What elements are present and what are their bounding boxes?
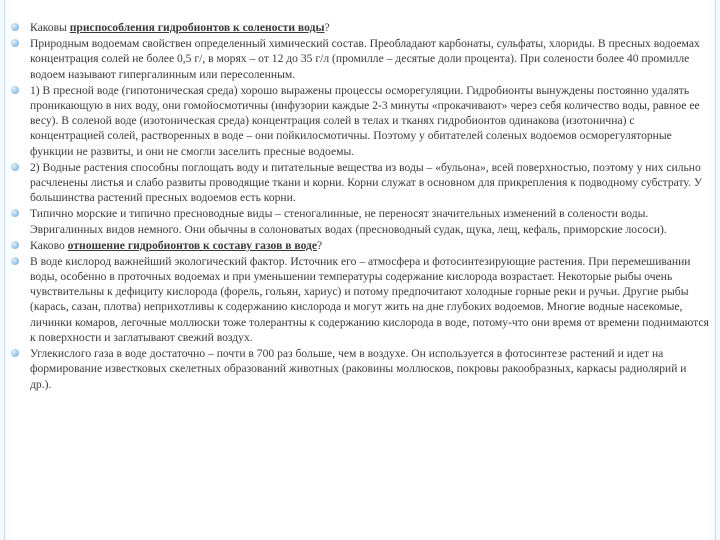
question-topic: приспособления гидробионтов к солености воды — [69, 21, 325, 34]
bullet-circle-icon — [11, 86, 19, 94]
bullet-item-aquatic-plants — [8, 160, 710, 206]
bullet-circle-icon — [11, 349, 19, 357]
bullet-list — [8, 20, 710, 393]
bullet-circle-icon — [11, 23, 19, 31]
question-mark: ? — [324, 21, 330, 34]
bullet-circle-icon — [11, 39, 19, 47]
bullet-item-stenohaline-species — [8, 206, 710, 237]
paragraph-text: 1) В пресной воде (гипотоническая среда) хорошо выражены процессы осморегуляции. Гидробионты вынуждены постоянно удалять проникающую в них воду, они гомойосмотичны (инфузории каждые 2-3 минуты «прокачивают» через себя количество воды, равное ее весу). В соленой воде (изотоническая среда) концентрация солей в телах и тканях гидробионтов одинакова (изотонична) с концентрацией солей, растворенных в воде – они пойкилосмотичны. Поэтому у обитателей соленых водоемов осморегуляторные функции не развиты, и они не смогли заселить пресные водоемы. — [30, 83, 700, 158]
paragraph-text: В воде кислород важнейший экологический фактор. Источник его – атмосфера и фотосинтезирующие растения. При перемешивании воды, особенно в проточных водоемах и при уменьшении температуры содержание кислорода возрастает. Некоторые рыбы очень чувствительны к дефициту кислорода (форель, гольян, хариус) и потому предпочитают холодные горные реки и ручьи. Другие рыбы (карась, сазан, плотва) неприхотливы к содержанию кислорода и могут жить на дне глубоких водоемов. Многие водные насекомые, личинки комаров, легочные моллюски тоже толерантны к содержанию кислорода в воде, потому-что они время от времени поднимаются к поверхности и заглатывают свежий воздух. — [30, 254, 709, 345]
left-border-line — [4, 0, 5, 540]
question-topic: отношение гидробионтов к составу газов в воде — [67, 238, 318, 252]
bullet-item-oxygen — [8, 254, 710, 346]
right-border-line — [715, 0, 716, 540]
question-prefix: Каково — [30, 238, 68, 252]
bullet-circle-icon — [11, 209, 19, 217]
bullet-item-carbon-dioxide — [8, 346, 710, 392]
question-prefix: Каковы — [30, 21, 70, 34]
bullet-item-salinity-overview — [8, 36, 710, 82]
bullet-item-osmoregulation — [8, 83, 710, 159]
bullet-circle-icon — [11, 257, 19, 265]
paragraph-text: Углекислого газа в воде достаточно – почти в 700 раз больше, чем в воздухе. Он используется в фотосинтезе растений и идет на формирование известковых скелетных образований животных (раковины моллюсков, покровы ракообразных, каркасы радиолярий и др.). — [30, 347, 687, 391]
paragraph-text: Природным водоемам свойствен определенный химический состав. Преобладают карбонаты, сульфаты, хлориды. В пресных водоемах концентрация солей не более 0,5 г/, в морях – от 12 до 35 г/л (промилле – десятые доли процента). При солености более 40 промилле водоем называют гипергалинным или пересоленным. — [30, 36, 700, 81]
question-mark: ? — [317, 238, 323, 252]
paragraph-text: 2) Водные растения способны поглощать воду и питательные вещества из воды – «бульона», всей поверхностью, поэтому у них сильно расчленены листья и слабо развиты проводящие ткани и корни. Корни служат в основном для прикрепления к подводному субстрату. У большинства растений пресных водоемов есть корни. — [30, 160, 703, 205]
paragraph-text: Типично морские и типично пресноводные виды – стеногалинные, не переносят значительных изменений в солености воды. Эвригалинных видов немного. Они обычны в солоноватых водах (пресноводный судак, щука, лещ, кефаль, приморские лососи). — [30, 207, 667, 236]
bullet-item-question-salinity — [8, 20, 710, 35]
bullet-circle-icon — [11, 241, 19, 249]
bullet-circle-icon — [11, 163, 19, 171]
bullet-item-question-gases — [8, 238, 710, 253]
